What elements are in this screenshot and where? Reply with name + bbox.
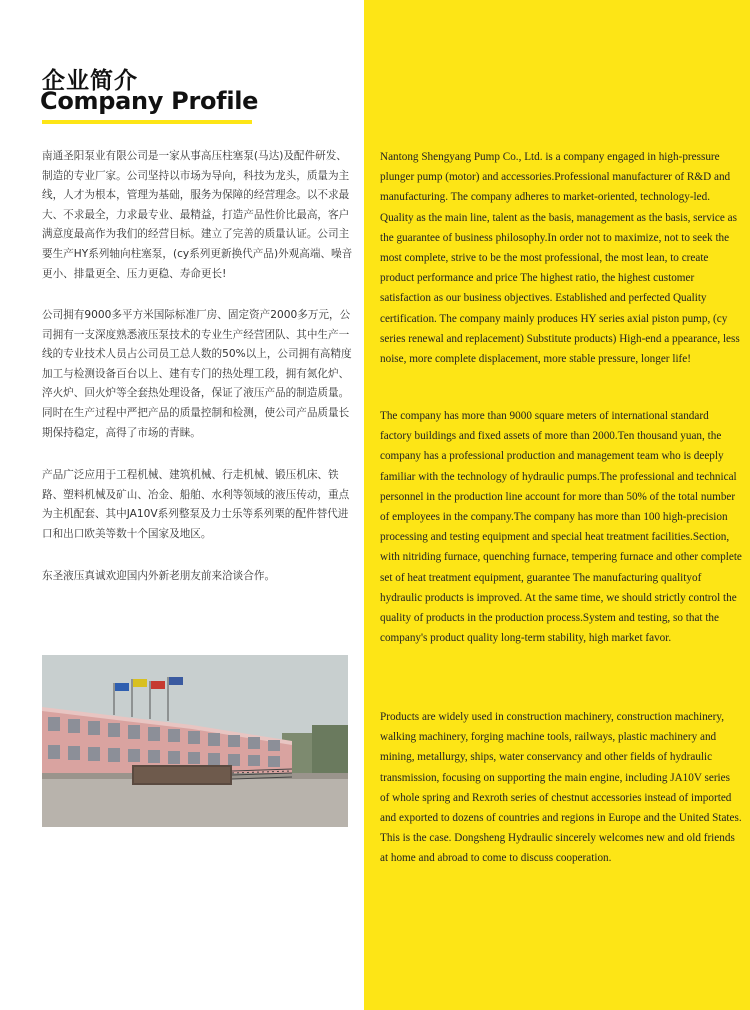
page-title-chinese: 企业简介 (42, 68, 138, 94)
title-underline-bar (42, 120, 252, 124)
english-paragraph-products: Products are widely used in construction machinery, construction machinery, walking machinery, forging machine tools, railways, plastic machinery and mining, metallurgy, ships, water conservancy and other fields of hydraulic transmission, focusing on supporting the main engine, including JA10V series of whole spring and Rexroth series of chestnut accessories instead of imported and exported to dozens of countries and regions in Europe and the United States. This is the case. Dongsheng Hydraulic sincerely welcomes new and old friends at home and abroad to come to discuss cooperation. (380, 711, 742, 865)
chinese-paragraph-facilities: 公司拥有9000多平方米国际标准厂房、固定资产2000多万元，公司拥有一支深度熟悉液压泵技术的专业生产经营团队、其中生产一线的专业技术人员占公司员工总人数的50%以上，公司拥有高精度加工与检测设备百台以上、建有专门的热处理工段，拥有氮化炉、淬火炉、回火炉等全套热处理设备，保证了液压产品的制造质量。同时在生产过程中严把产品的质量控制和检测，使公司产品质量长期保持稳定，高得了市场的青睐。 (42, 309, 352, 439)
factory-photo (42, 655, 348, 827)
english-paragraph-facilities: The company has more than 9000 square meters of international standard factory buildings and fixed assets of more than 2000.Ten thousand yuan, the company has a professional production and management team who is deeply familiar with the technology of hydraulic pumps.The professional and technical personnel in the production line account for more than 50% of the total number of employees in the company.The company has more than 100 high-precision processing and testing equipment and special heat treatment facilities.Section, with nitriding furnace, quenching furnace, tempering furnace and other complete set of heat treatment equipment, guarantee The manufacturing qualityof hydraulic products is improved. At the same time, we should strictly control the quality of products in the production process.System and testing, so that the company's product quality long-term stability, high market favor. (380, 410, 742, 645)
chinese-paragraph-intro: 南通圣阳泵业有限公司是一家从事高压柱塞泵(马达)及配件研发、制造的专业厂家。公司坚持以市场为导向，科技为龙头，质量为主线，人才为根本，管理为基础，服务为保障的经营理念。以不求最大、不求最全，力求最专业、最精益，打造产品性价比最高，客户满意度最高作为我们的经营目标。建立了完善的质量认证。公司主要生产HY系列轴向柱塞泵，(cy系列更新换代产品)外观高端、噪音更小、排量更全、压力更稳、寿命更长! (42, 150, 353, 280)
chinese-paragraph-products: 产品广泛应用于工程机械、建筑机械、行走机械、锻压机床、铁路、塑料机械及矿山、冶金、船舶、水利等领域的液压传动，重点为主机配套、其中JA10V系列整泵及力士乐等系列栗的配件替代进口和出口欧美等数十个国家及地区。 (42, 469, 350, 540)
page-title-english: Company Profile (40, 87, 259, 115)
english-paragraph-intro: Nantong Shengyang Pump Co., Ltd. is a company engaged in high-pressure plunger pump (motor) and accessories.Professional manufacturer of R&D and manufacturing. The company adheres to market-oriented, technology-led. Quality as the main line, talent as the basis, management as the basis, service as the guarantee of business philosophy.In order not to maximize, not to seek the most complete, strive to be the most professional, the most lean, to create product performance and price The highest ratio, the highest customer satisfaction as our business objectives. Established and perfected Quality certification. The company mainly produces HY series axial piston pump, (cy series renewal and replacement) Substitute products) High-end a ppearance, less noise, more complete displacement, more stable pressure, longer life! (380, 151, 740, 366)
chinese-paragraph-welcome: 东圣液压真诚欢迎国内外新老朋友前来洽谈合作。 (42, 570, 276, 582)
